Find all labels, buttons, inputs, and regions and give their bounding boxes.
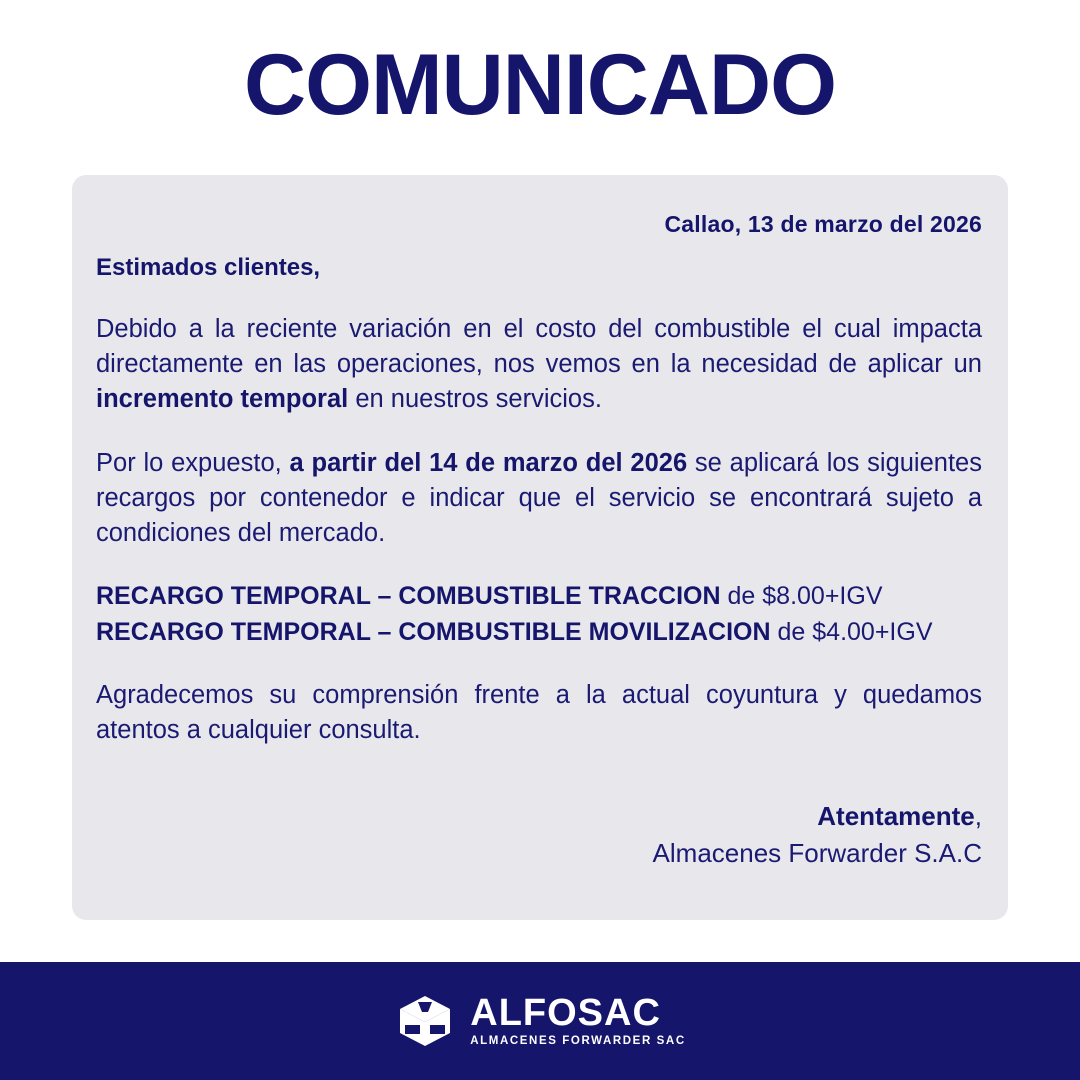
charge-label: RECARGO TEMPORAL – COMBUSTIBLE MOVILIZACION xyxy=(96,617,771,646)
page-title: COMUNICADO xyxy=(244,37,836,133)
paragraph-1 xyxy=(96,312,982,418)
charges-list xyxy=(96,579,982,650)
paragraph-1-part-2: en nuestros servicios. xyxy=(348,385,602,414)
cube-box-icon xyxy=(394,990,456,1052)
paragraph-2-part-1: Por lo expuesto, xyxy=(96,448,290,477)
signature-block xyxy=(96,801,982,869)
brand-name: ALFOSAC xyxy=(470,992,661,1035)
paragraph-2-part-2: se aplicará los siguientes recargos por contenedor e indicar que el servicio se encontrará sujeto a condiciones del mercado. xyxy=(96,448,982,547)
date-line: Callao, 13 de marzo del 2026 xyxy=(664,211,982,237)
signature-company: Almacenes Forwarder S.A.C xyxy=(652,837,982,868)
signature-closing xyxy=(96,801,982,832)
greeting: Estimados clientes, xyxy=(96,254,321,281)
paragraph-3: Agradecemos su comprensión frente a la actual coyuntura y quedamos atentos a cualquier consulta. xyxy=(96,681,982,745)
charge-item xyxy=(96,615,982,651)
paragraph-1-part-1: Debido a la reciente variación en el costo del combustible el cual impacta directamente en las operaciones, nos vemos en la necesidad de aplicar un xyxy=(96,315,982,379)
brand-subtitle: ALMACENES FORWARDER SAC xyxy=(470,1035,686,1048)
charge-label: RECARGO TEMPORAL – COMBUSTIBLE TRACCION xyxy=(96,582,721,611)
footer-bar xyxy=(0,962,1080,1080)
brand-logo xyxy=(394,990,685,1052)
announcement-body xyxy=(96,211,982,900)
charge-amount: de $4.00+IGV xyxy=(770,617,933,646)
signature-closing-bold: Atentamente xyxy=(817,800,975,831)
charge-item xyxy=(96,579,982,615)
announcement-card xyxy=(72,175,1008,920)
paragraph-2-bold-1: a partir del 14 de marzo del 2026 xyxy=(289,448,688,477)
paragraph-2 xyxy=(96,446,982,552)
brand-text xyxy=(470,994,685,1048)
paragraph-1-bold-1: incremento temporal xyxy=(96,385,349,414)
signature-closing-rest: , xyxy=(974,800,982,831)
charge-amount: de $8.00+IGV xyxy=(720,582,883,611)
